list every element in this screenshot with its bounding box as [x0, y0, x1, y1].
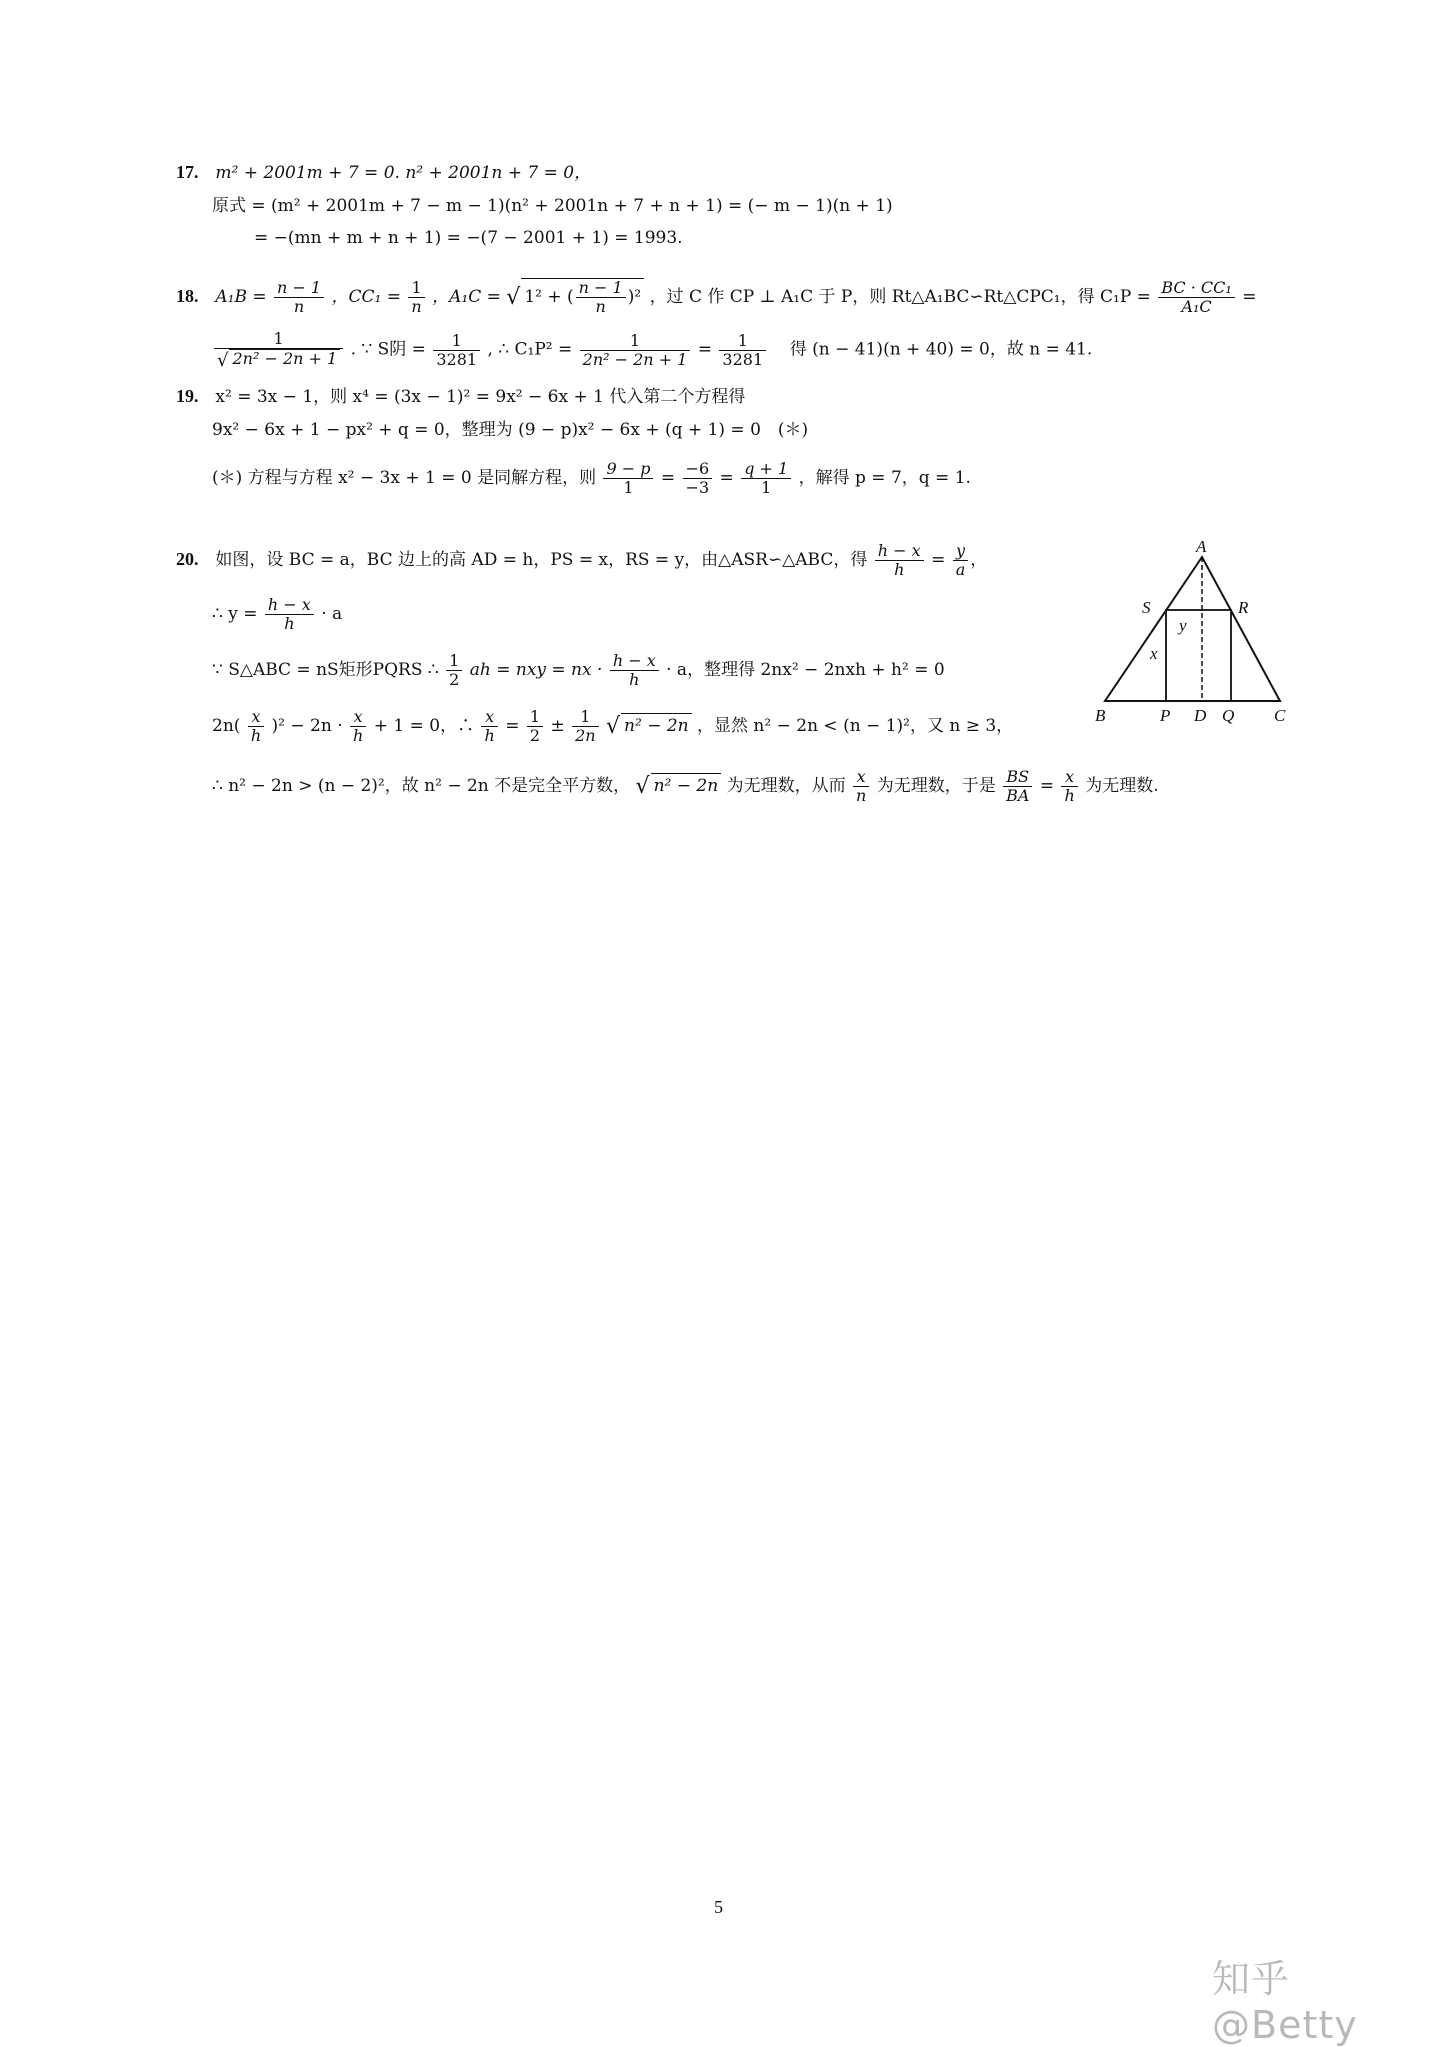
rectangle-pqrs [1166, 610, 1231, 701]
problem-20-text: ，显然 n² − 2n < (n − 1)²，又 n ≥ 3， [697, 716, 1014, 736]
fraction: $\frac{1}{\text{2n² − 2n + 1}}$ [580, 332, 691, 369]
math-text: ，过 C 作 CP ⊥ A₁C 于 P，则 Rt△A₁BC∽Rt△CPC₁，得 C₁P = [649, 287, 1151, 307]
label-r: R [1238, 598, 1249, 617]
problem-20-text: 为无理数，于是 [876, 776, 996, 796]
problem-20-text: ∴ n² − 2n > (n − 2)²，故 n² − 2n 不是完全平方数， [212, 776, 631, 796]
label-b: B [1095, 706, 1106, 725]
problem-20-line-1: 20. 如图，设 BC = a，BC 边上的高 AD = h，PS = x，RS = y，由△ASR∽△ABC，得 $\frac{h - x}{h}$ = $\frac{y}{a}$ ， [176, 541, 988, 579]
problem-20-text: ∴ y = [212, 604, 258, 624]
math-text: , ∴ C₁P² = [487, 339, 573, 360]
page-number: 5 [714, 1897, 723, 1917]
problem-20-text: ∵ S△ABC = nS矩形PQRS ∴ [212, 660, 439, 680]
fraction: $\frac{x}{h}$ [350, 708, 366, 745]
fraction: $\frac{-6}{-3}$ [683, 460, 713, 497]
radical-sign: √ [506, 285, 521, 310]
problem-19-line-3: (＊) 方程与方程 x² − 3x + 1 = 0 是同解方程，则 $\frac{9 - p}{1}$ = $\frac{-6}{-3}$ = $\frac{q + 1}{1}$ ，解得 p = 7，q = 1. [212, 459, 971, 497]
fraction: $\frac{h - x}{h}$ [610, 652, 659, 689]
problem-20-text: 为无理数，从而 [726, 776, 846, 796]
fraction: $\frac{y}{a}$ [953, 542, 969, 579]
problem-20-text: + 1 = 0，∴ [373, 716, 475, 736]
problem-20-text: · a，整理得 2nx² − 2nxh + h² = 0 [666, 660, 945, 680]
math-text: ，A₁C = [432, 287, 501, 307]
square-root: 1² + ( $\frac{n - 1}{n}$ )² [521, 278, 644, 316]
problem-17-line-2 [212, 194, 893, 218]
problem-20-text: ah = nxy = nx · [469, 660, 603, 680]
radical-sign: √ [635, 774, 650, 799]
problem-20-line-3 [212, 652, 945, 689]
label-p: P [1160, 706, 1171, 725]
fraction: $\frac{n - 1}{n}$ [274, 279, 324, 316]
fraction: $\frac{BS}{BA}$ [1003, 768, 1032, 805]
label-x: x [1150, 644, 1158, 663]
problem-19-line-1 [176, 384, 745, 409]
fraction: $\frac{x}{h}$ [1061, 768, 1077, 805]
square-root: n² − 2n [621, 713, 692, 738]
problem-number: 18. [176, 286, 199, 306]
problem-20-text: 2n( [212, 716, 241, 736]
math-text: 得 (n − 41)(n + 40) = 0，故 n = 41. [789, 339, 1093, 360]
fraction: $\frac{h - x}{h}$ [265, 596, 314, 633]
fraction: $\frac{1}{2}$ [527, 708, 543, 745]
label-d: D [1194, 706, 1207, 725]
radical-sign: √ [606, 714, 621, 739]
problem-20-text: 如图，设 BC = a，BC 边上的高 AD = h，PS = x，RS = y，由△ASR∽△ABC，得 [215, 550, 868, 570]
fraction: $\frac{1}{2n}$ [572, 708, 598, 745]
label-y: y [1179, 616, 1187, 635]
problem-19-text: ，解得 p = 7，q = 1. [798, 468, 971, 488]
problem-20-line-2 [212, 596, 342, 633]
label-a: A [1196, 537, 1207, 556]
fraction: $\frac{1}{3281}$ [719, 332, 766, 369]
problem-19-text: x² = 3x − 1，则 x⁴ = (3x − 1)² = 9x² − 6x + 1 代入第二个方程得 [215, 387, 746, 407]
label-c: C [1274, 706, 1286, 725]
problem-number: 20. [176, 549, 199, 569]
problem-19-text: 9x² − 6x + 1 − px² + q = 0，整理为 (9 − p)x² − 6x + (q + 1) = 0 (＊) [212, 420, 809, 440]
triangle-figure [1080, 535, 1300, 730]
problem-17-text: m² + 2001m + 7 = 0. n² + 2001n + 7 = 0， [215, 163, 592, 183]
fraction: $\frac{1}{2}$ [446, 652, 462, 689]
math-text: ，CC₁ = [331, 287, 401, 307]
problem-17-text: = −(mn + m + n + 1) = −(7 − 2001 + 1) = 1993. [254, 228, 683, 248]
problem-number: 19. [176, 386, 199, 406]
fraction: $\frac{x}{n}$ [853, 768, 869, 805]
fraction: $\frac{\text{BC · CC₁}}{\text{A₁C}}$ [1158, 279, 1234, 316]
label-q: Q [1222, 706, 1235, 725]
watermark: 知乎 @Betty [1212, 1957, 1358, 2047]
problem-17-line-1 [176, 160, 591, 185]
fraction: $\frac{q + 1}{1}$ [741, 460, 791, 497]
square-root: n² − 2n [651, 773, 722, 798]
math-text: A₁B = [215, 287, 267, 307]
fraction: $\frac{1}{n}$ [408, 279, 424, 316]
label-s: S [1142, 598, 1151, 617]
problem-20-text: · a [321, 604, 343, 624]
fraction: $\frac{1}{3281}$ [433, 332, 480, 369]
problem-20-text: )² − 2n · [271, 716, 343, 736]
triangle-abc [1105, 557, 1280, 701]
problem-18-line-2: $\frac{1}{\text{√ 2n² − 2n + 1}}$ . ∵ S阴 = $\frac{1}{3281}$ , ∴ C₁P² = $\frac{1}{\text{2n² − 2n + 1}}$ = $\frac{1}{3281}$ 得 (n − 41)(n + 40) = 0，故 n = 41. [212, 330, 1092, 370]
math-text: . ∵ S阴 = [350, 339, 426, 360]
problem-20-line-4: 2n( $\frac{x}{h}$ )² − 2n · $\frac{x}{h}$ + 1 = 0，∴ $\frac{x}{h}$ = $\frac{1}{2}$ ± $\frac{1}{2n}$ √ n² − 2n ，显然 n² − 2n < (n − 1)²，又 n ≥ 3， [212, 707, 1014, 745]
problem-17-line-3 [254, 226, 683, 250]
problem-20-text: 为无理数. [1085, 776, 1159, 796]
problem-18-line-1: 18. A₁B = $\frac{n - 1}{n}$ ，CC₁ = $\frac{1}{n}$ ，A₁C = √ 1² + ( $\frac{n - 1}{n}$ )² ，过 C 作 CP ⊥ A₁C 于 P，则 Rt△A₁BC∽Rt△CPC₁，得 C₁P = $\frac{\text{BC · CC₁}}{\text{A₁C}}$ = [176, 278, 1257, 316]
fraction: $\frac{1}{\text{√ 2n² − 2n + 1}}$ [214, 330, 343, 370]
problem-19-line-2 [212, 418, 808, 442]
fraction: $\frac{x}{h}$ [481, 708, 497, 745]
problem-number: 17. [176, 162, 199, 182]
problem-17-text: 原式 = (m² + 2001m + 7 − m − 1)(n² + 2001n + 7 + n + 1) = (− m − 1)(n + 1) [212, 196, 893, 216]
fraction: $\frac{9 - p}{1}$ [603, 460, 653, 497]
fraction: $\frac{x}{h}$ [248, 708, 264, 745]
problem-19-text: (＊) 方程与方程 x² − 3x + 1 = 0 是同解方程，则 [212, 468, 597, 488]
problem-20-line-5: ∴ n² − 2n > (n − 2)²，故 n² − 2n 不是完全平方数， √ n² − 2n 为无理数，从而 $\frac{x}{n}$ 为无理数，于是 $\frac{BS}{BA}$ = $\frac{x}{h}$ 为无理数. [212, 767, 1159, 805]
fraction: $\frac{h - x}{h}$ [875, 542, 924, 579]
